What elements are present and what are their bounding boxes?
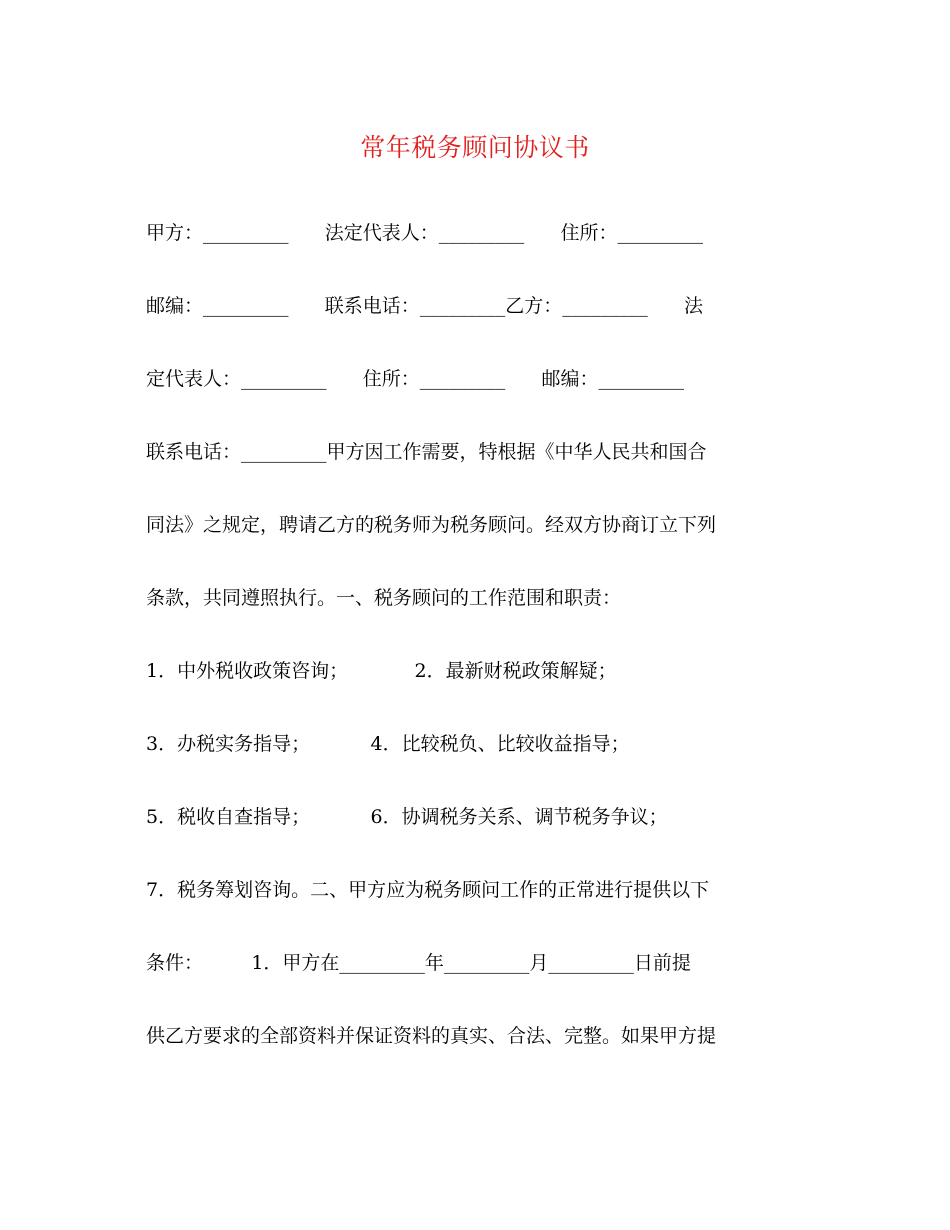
document-title: 常年税务顾问协议书	[360, 133, 590, 162]
body-line-5: 同法》之规定，聘请乙方的税务师为税务顾问。经双方协商订立下列	[146, 514, 717, 536]
body-line-7: 1．中外税收政策咨询； 2．最新财税政策解疑；	[146, 660, 617, 682]
body-line-2: 邮编：_________ 联系电话：_________乙方：_________ 法	[146, 295, 703, 317]
body-line-12: 供乙方要求的全部资料并保证资料的真实、合法、完整。如果甲方提	[146, 1025, 717, 1047]
body-line-4: 联系电话：_________甲方因工作需要，特根据《中华人民共和国合	[146, 441, 707, 463]
body-line-10: 7．税务筹划咨询。二、甲方应为税务顾问工作的正常进行提供以下	[146, 879, 710, 901]
body-line-1: 甲方：_________ 法定代表人：_________ 住所：_________	[146, 222, 703, 244]
body-line-8: 3．办税实务指导； 4．比较税负、比较收益指导；	[146, 733, 630, 755]
body-line-3: 定代表人：_________ 住所：_________ 邮编：_________	[146, 368, 684, 390]
body-line-11: 条件： 1．甲方在_________年_________月_________日前提	[146, 952, 691, 974]
body-line-9: 5．税收自查指导； 6．协调税务关系、调节税务争议；	[146, 806, 668, 828]
body-line-6: 条款，共同遵照执行。一、税务顾问的工作范围和职责：	[146, 587, 622, 609]
